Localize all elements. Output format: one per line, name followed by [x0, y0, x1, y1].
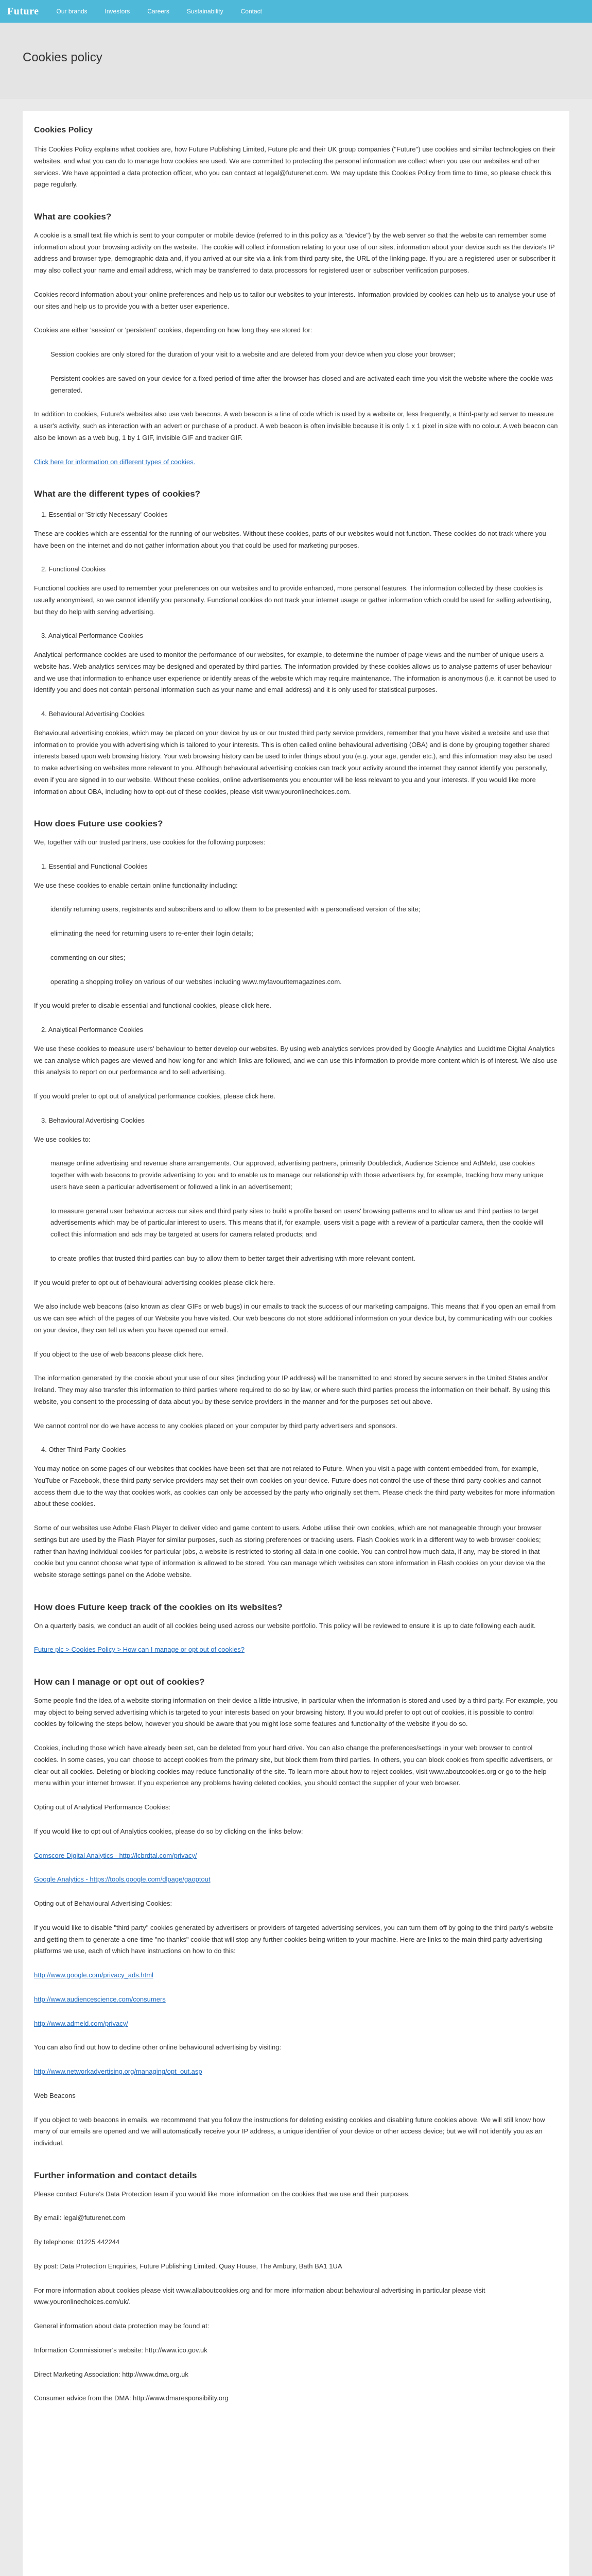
bullet-item: to measure general user behaviour across our sites and third party sites to build a profile based on users' browsing patterns and to allow us and third parties to target advertisements which may be of particular interest to users. This means that if, for example, users visit a page with a review of a particular camera, then the cookie will collect this information and ads may be targeted at users for camera related products; and	[50, 1207, 544, 1238]
paragraph: Behavioural advertising cookies, which may be placed on your device by us or our trusted third party service providers, remember that you have visited a website and use that information to provide you with advertising which is tailored to your interests. This is often called online behavioural advertising (OBA) and is done by grouping together shared interests based upon web browsing history. Your web browsing history can be used to infer things about you (e.g. your age, gender etc.), and this information may also be used to make advertising on websites more relevant to you. Although behavioural advertising cookies can track your activity around the internet they cannot identify you personally, even if you are signed in to our website. Without these cookies, online advertisements you encounter will be less relevant to you and your interests. If you would like more information about OBA, including how to opt-out of these cookies, please visit www.youronlinechoices.com.	[34, 728, 552, 795]
paragraph: We use these cookies to measure users' behaviour to better develop our websites. By using web analytics services provided by Google Analytics and Lucidtime Digital Analytics we can analyse which pages are viewed and how long for and which links are followed, and we can use this information to provide more content which is of interest. We also use this analysis to report on our performance and to sell advertising.	[34, 1044, 558, 1076]
paragraph: Cookies, including those which have already been set, can be deleted from your hard drive. You can also change the preferences/settings in your web browser to control cookies. In some cases, you can choose to accept cookies from the primary site, but block them from third parties. In others, you can block cookies from specific advertisers, or clear out all cookies. Deleting or blocking cookies may reduce functionality of the site. To learn more about how to reject cookies, visit www.aboutcookies.org or go to the help menu within your internet browser. If you experience any problems having deleted cookies, you should contact the supplier of your web browser.	[34, 1744, 553, 1787]
contact-line: By email: legal@futurenet.com	[34, 2214, 126, 2222]
subheading: 1. Essential and Functional Cookies	[41, 862, 148, 870]
paragraph: We use cookies to:	[34, 1135, 91, 1143]
section-heading: How does Future keep track of the cookies on its websites?	[34, 1602, 283, 1612]
section-heading: How does Future use cookies?	[34, 819, 163, 829]
external-link[interactable]: Comscore Digital Analytics - http://lcbrdtal.com/privacy/	[34, 1851, 197, 1859]
subheading: 3. Analytical Performance Cookies	[41, 632, 143, 640]
opt-out-line[interactable]: If you would prefer to opt out of behavioural advertising cookies please click here.	[34, 1278, 275, 1286]
paragraph: Opting out of Analytical Performance Cookies:	[34, 1803, 171, 1811]
paragraph: Some of our websites use Adobe Flash Player to deliver video and game content to users. Adobe utilise their own cookies, which are not manageable through your browser settings but are used by the Flash Player for similar purposes, such as storing preferences or tracking users. Flash Cookies work in a different way to web browser cookies; rather than having individual cookies for particular jobs, a website is restricted to storing all data in one cookie. You can control how much data, if any, may be stored in that cookie but you cannot choose what type of information is allowed to be stored. You can manage which websites can store information in Flash cookies on your device via the website storage settings panel on the Adobe website.	[34, 1524, 546, 1579]
paragraph: These are cookies which are essential for the running of our websites. Without these cookies, parts of our websites would not function. These cookies do not track where you have been on the internet and do not gather information about you that could be used for marketing purposes.	[34, 529, 546, 549]
main-nav	[57, 8, 262, 15]
contact-line: By telephone: 01225 442244	[34, 2238, 120, 2246]
paragraph: Web Beacons	[34, 2091, 76, 2099]
paragraph: If you would like to disable "third party" cookies generated by advertisers or providers of targeted advertising services, you can turn them off by going to the third party's website and getting them to generate a one-time "no thanks" cookie that will stop any further cookies being written to your machine. Here are links to the main third party advertising platforms we use, each of which have instructions on how to do this:	[34, 1923, 553, 1955]
section-heading: What are the different types of cookies?	[34, 489, 201, 499]
subheading: 1. Essential or 'Strictly Necessary' Cookies	[41, 511, 168, 518]
paragraph: We, together with our trusted partners, use cookies for the following purposes:	[34, 838, 266, 846]
section-heading: What are cookies?	[34, 212, 112, 222]
cookie-types-link[interactable]: Click here for information on different types of cookies.	[34, 457, 196, 466]
paragraph: In addition to cookies, Future's websites also use web beacons. A web beacon is a line of code which is used by a website or, less frequently, a third-party ad server to measure a user's activity, such as interaction with an advert or purchase of a product. A web beacon is often invisible because it is only 1 x 1 pixel in size with no colour. A web beacon can also be known as a web bug, 1 by 1 GIF, invisible GIF and tracker GIF.	[34, 410, 558, 442]
paragraph: We use these cookies to enable certain online functionality including:	[34, 881, 238, 889]
paragraph: A cookie is a small text file which is sent to your computer or mobile device (referred to in this policy as a "device") by the web server so that the website can remember some information about your browsing activity on the website. The cookie will collect information relating to your use of our sites, information about your device such as the device's IP address and browser type, demographic data and, if you arrived at our site via a link from third party site, the URL of the linking page. If you are a registered user or subscriber it may also collect your name and email address, which may be transferred to data processors for registered user or subscriber verification purposes.	[34, 231, 555, 274]
paragraph: Cookies are either 'session' or 'persistent' cookies, depending on how long they are stored for:	[34, 326, 312, 334]
paragraph: Please contact Future's Data Protection team if you would like more information on the cookies that we use and their purposes.	[34, 2190, 410, 2198]
policy-content	[23, 111, 569, 2576]
paragraph: Analytical performance cookies are used to monitor the performance of our websites, for example, to determine the number of page views and the number of unique users a website has. Web analytics services may be designed and operated by third parties. The information provided by these cookies allows us to analyse patterns of user behaviour and we use that information to enhance user experience or identify areas of the website which may require maintenance. The information is anonymous (i.e. it cannot be used to identify you and does not contain personal information such as your name and email address) and it is only used for statistical purposes.	[34, 651, 556, 694]
bullet-item: operating a shopping trolley on various of our websites including www.myfavouritemagazines.com.	[50, 977, 342, 986]
external-link[interactable]: http://www.google.com/privacy_ads.html	[34, 1971, 153, 1979]
paragraph: You may notice on some pages of our websites that cookies have been set that are not related to Future. When you visit a page with content embedded from, for example, YouTube or Facebook, these third party service providers may set their own cookies on your device. Future does not control the use of these third party cookies and cannot access them due to the way that cookies work, as cookies can only be accessed by the party who originally set them. Please check the third party websites for more information about these cookies.	[34, 1465, 555, 1508]
nav-item[interactable]: Our brands	[56, 8, 88, 15]
contact-line[interactable]: Direct Marketing Association: http://www.dma.org.uk	[34, 2370, 188, 2378]
section-heading: Further information and contact details	[34, 2170, 197, 2180]
paragraph: Cookies record information about your online preferences and help us to tailor our websites to your interests. Information provided by cookies can help us to analyse your use of our sites and help us to provide you with a better user experience.	[34, 290, 555, 310]
bullet-item: Session cookies are only stored for the duration of your visit to a website and are deleted from your device when you close your browser;	[50, 350, 456, 358]
paragraph: If you would like to opt out of Analytics cookies, please do so by clicking on the links below:	[34, 1827, 303, 1835]
nav-item[interactable]: Investors	[105, 8, 130, 15]
breadcrumb[interactable]: Future plc > Cookies Policy > How can I manage or opt out of cookies?	[34, 1646, 245, 1654]
external-link[interactable]: http://www.admeld.com/privacy/	[34, 2019, 128, 2027]
bullet-item: Persistent cookies are saved on your device for a fixed period of time after the browser has closed and are activated each time you visit the website where the cookie was generated.	[50, 374, 553, 394]
bullet-item: to create profiles that trusted third parties can buy to allow them to better target their advertising with more relevant content.	[50, 1254, 415, 1262]
bullet-item: eliminating the need for returning users to re-enter their login details;	[50, 929, 253, 937]
subheading: 4. Other Third Party Cookies	[41, 1446, 126, 1454]
paragraph: Functional cookies are used to remember your preferences on our websites and to provide enhanced, more personal features. The information collected by these cookies is usually anonymised, so we cannot identify you personally. Functional cookies do not track your internet usage or gather information which could be used for selling advertising, but they do help with serving advertising.	[34, 584, 551, 616]
external-link[interactable]: http://www.audiencescience.com/consumers	[34, 1995, 166, 2003]
bullet-item: commenting on our sites;	[50, 953, 126, 961]
external-link[interactable]: http://www.networkadvertising.org/managing/opt_out.asp	[34, 2067, 202, 2075]
paragraph: Opting out of Behavioural Advertising Cookies:	[34, 1900, 172, 1907]
bullet-item: identify returning users, registrants and subscribers and to allow them to be presented with a personalised version of the site;	[50, 905, 421, 913]
section-heading: How can I manage or opt out of cookies?	[34, 1677, 205, 1687]
paragraph: For more information about cookies please visit www.allaboutcookies.org and for more information about behavioural advertising in particular please visit www.youronlinechoices.com/uk/.	[34, 2286, 485, 2306]
paragraph: We cannot control nor do we have access to any cookies placed on your computer by third party advertisers and sponsors.	[34, 1421, 397, 1430]
external-link[interactable]: Google Analytics - https://tools.google.com/dlpage/gaoptout	[34, 1875, 211, 1884]
nav-item[interactable]: Careers	[147, 8, 169, 15]
page-title: Cookies policy	[23, 50, 102, 64]
bullet-item: manage online advertising and revenue share arrangements. Our approved, advertising partners, primarily Doubleclick, Audience Science and AdMeld, use cookies together with web beacons to provide advertising to you and to enable us to manage our relationship with those advertisers by, for example, tracking how many unique users have seen a particular advertisement or followed a link in an advertisement;	[50, 1159, 544, 1191]
paragraph: General information about data protection may be found at:	[34, 2322, 210, 2330]
content-title: Cookies Policy	[34, 126, 93, 134]
subheading: 4. Behavioural Advertising Cookies	[41, 710, 145, 718]
subheading: 2. Functional Cookies	[41, 565, 106, 573]
contact-line[interactable]: Consumer advice from the DMA: http://www.dmaresponsibility.org	[34, 2394, 229, 2402]
paragraph: We also include web beacons (also known as clear GIFs or web bugs) in our emails to track the success of our marketing campaigns. This means that if you open an email from us we can see which of the pages of our Website you have visited. Our web beacons do not store additional information on your device but, by communicating with our cookies on your device, they can tell us when you have opened our email.	[34, 1302, 556, 1334]
nav-item[interactable]: Contact	[240, 8, 262, 15]
top-bar	[0, 0, 592, 23]
nav-item[interactable]: Sustainability	[186, 8, 223, 15]
page-header	[0, 23, 592, 98]
future-logo[interactable]: Future	[7, 5, 39, 17]
paragraph: On a quarterly basis, we conduct an audit of all cookies being used across our website portfolio. This policy will be reviewed to ensure it is up to date following each audit.	[34, 1621, 536, 1630]
contact-line[interactable]: Information Commissioner's website: http://www.ico.gov.uk	[34, 2346, 207, 2354]
paragraph: This Cookies Policy explains what cookies are, how Future Publishing Limited, Future plc and their UK group companies ("Future") use cookies and similar technologies on their websites, and what you can do to manage how cookies are used. We are committed to protecting the personal information we collect when you use our websites and other services. We have appointed a data protection officer, who you can contact at legal@futurenet.com. We may update this Cookies Policy from time to time, so please check this page regularly.	[34, 145, 555, 189]
paragraph: You can also find out how to decline other online behavioural advertising by visiting:	[34, 2043, 282, 2052]
subheading: 3. Behavioural Advertising Cookies	[41, 1116, 145, 1124]
contact-line: By post: Data Protection Enquiries, Future Publishing Limited, Quay House, The Ambury, Bath BA1 1UA	[34, 2262, 342, 2270]
paragraph: If you object to web beacons in emails, we recommend that you follow the instructions for deleting existing cookies and disabling future cookies above. We will still know how many of our emails are opened and we will automatically receive your IP address, a unique identifier of your device or other access device; but we will not identify you as an individual.	[34, 2115, 545, 2147]
opt-out-line[interactable]: If you object to the use of web beacons please click here.	[34, 1350, 204, 1358]
opt-out-line[interactable]: If you would prefer to disable essential and functional cookies, please click here.	[34, 1002, 272, 1010]
paragraph: The information generated by the cookie about your use of our sites (including your IP address) will be transmitted to and stored by secure servers in the United States and/or Ireland. They may also transfer this information to third parties where required to do so by law, or where such third parties process the information on their behalf. By using this website, you consent to the processing of data about you by these service providers in the manner and for the purposes set out above.	[34, 1374, 550, 1405]
subheading: 2. Analytical Performance Cookies	[41, 1026, 143, 1033]
paragraph: Some people find the idea of a website storing information on their device a little intrusive, in particular when the information is stored and used by a third party. For example, you may object to being served advertising which is targeted to your interests based on your browsing history. If you would prefer to opt out of cookies, it is possible to control cookies by following the steps below, however you should be aware that you might lose some features and functionality of the website if you do so.	[34, 1696, 558, 1728]
opt-out-line[interactable]: If you would prefer to opt out of analytical performance cookies, please click here.	[34, 1092, 275, 1100]
